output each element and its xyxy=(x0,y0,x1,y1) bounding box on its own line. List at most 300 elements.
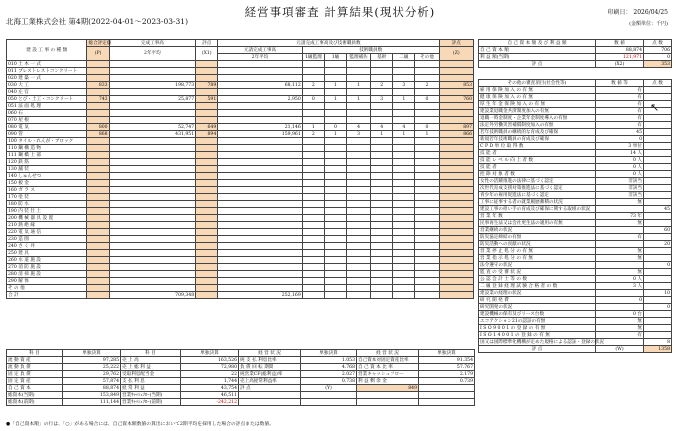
header-completed: 完成工事高 xyxy=(109,40,196,47)
item-score: 1358 xyxy=(644,346,672,353)
x1-value xyxy=(196,103,218,110)
z-value xyxy=(439,236,473,243)
z-value xyxy=(439,208,473,215)
item-score xyxy=(644,150,672,157)
fin-item-label: 負 債 回 転 期間 xyxy=(239,364,301,371)
header-x1-sub: (X1) xyxy=(196,47,218,61)
tech-count xyxy=(302,292,324,299)
fin-item-value: -242,212 xyxy=(181,399,239,406)
tech-count xyxy=(393,229,415,236)
table-row xyxy=(479,87,672,94)
work-type-name: 011 プレストレストコンクリート xyxy=(7,68,87,75)
fin-item-label: 評 点 xyxy=(239,385,301,392)
item-value: 有 xyxy=(596,87,644,94)
tech-count xyxy=(371,159,393,166)
table-row xyxy=(7,89,474,96)
item-label: 防災活動への貢献の状況 xyxy=(479,241,596,248)
completed-value xyxy=(109,271,196,278)
tech-count xyxy=(302,103,324,110)
work-type-name: 230 造 園 xyxy=(7,236,87,243)
item-label: 技 能 者 xyxy=(479,164,596,171)
z-value xyxy=(439,166,473,173)
fin-item-label: 849 xyxy=(357,385,419,392)
table-row xyxy=(479,150,672,157)
header-tech: 技術職員数 xyxy=(302,47,439,54)
x1-value xyxy=(196,89,218,96)
z-value xyxy=(439,145,473,152)
item-value xyxy=(596,241,644,248)
work-type-name: 070 屋 根 xyxy=(7,117,87,124)
item-label: 利 益 額(当期) xyxy=(479,54,596,61)
tech-count xyxy=(324,194,346,201)
total-p-value xyxy=(87,215,109,222)
tech-count: 1 xyxy=(393,131,415,138)
tech-count xyxy=(324,110,346,117)
tech-count xyxy=(393,264,415,271)
tech-count xyxy=(393,271,415,278)
item-label: 公 認 会 計 士 等 の 数 xyxy=(479,276,596,283)
item-value: 88,874 xyxy=(596,47,644,54)
tech-count xyxy=(371,201,393,208)
total-p-value xyxy=(87,187,109,194)
tech-count xyxy=(371,117,393,124)
subcontract-value xyxy=(218,208,303,215)
total-p-value xyxy=(87,89,109,96)
tech-count: 4 xyxy=(347,124,371,131)
tech-count xyxy=(371,215,393,222)
item-label: 建設業の経理の状況 xyxy=(479,290,596,297)
item-label: 建設機械の保有及びリース台数 xyxy=(479,311,596,318)
table-row xyxy=(7,75,474,82)
table-row xyxy=(479,206,672,213)
x1-value xyxy=(196,117,218,124)
fin-item-label: 自 己 資 本 比 率 xyxy=(357,364,419,371)
item-value: 有 xyxy=(596,94,644,101)
work-type-name: 120 鉄 筋 xyxy=(7,159,87,166)
item-label: 研 究 開 発 費 xyxy=(479,297,596,304)
item-score xyxy=(644,129,672,136)
item-value xyxy=(596,262,644,269)
equity-profit-table xyxy=(478,39,672,68)
tech-count: 1 xyxy=(347,82,371,89)
page-title: 経営事項審査 計算結果(現状分析) xyxy=(244,5,436,19)
table-row xyxy=(7,222,474,229)
work-type-name: そ の 他 xyxy=(7,285,87,292)
header-t6: その他 xyxy=(415,54,439,61)
table-row xyxy=(7,285,474,292)
item-label: C P D 単 位 取 得 数 xyxy=(479,143,596,150)
table-row xyxy=(479,157,672,164)
item-label: 自 己 資 本 額 xyxy=(479,47,596,54)
tech-count xyxy=(393,285,415,292)
tech-count xyxy=(302,222,324,229)
z-value xyxy=(439,159,473,166)
tech-count xyxy=(324,68,346,75)
item-label: エコアクション21の認証の有無 xyxy=(479,318,596,325)
fin-item-value: 1,744 xyxy=(181,378,239,385)
tech-count xyxy=(393,236,415,243)
work-type-name: 050 とび・土工・コンクリート xyxy=(7,96,87,103)
tech-count xyxy=(415,208,439,215)
tech-count xyxy=(371,194,393,201)
table-row xyxy=(479,234,672,241)
tech-count xyxy=(347,138,371,145)
total-p-value: 833 xyxy=(87,82,109,89)
fin-item-value: 1.053 xyxy=(301,357,357,364)
item-label: 新規若年技術職員の育成及び確保 xyxy=(479,136,596,143)
tech-count xyxy=(347,201,371,208)
tech-count xyxy=(347,222,371,229)
total-p-value xyxy=(87,229,109,236)
z-value xyxy=(439,292,473,299)
z-value xyxy=(439,278,473,285)
completed-value xyxy=(109,285,196,292)
completed-value xyxy=(109,159,196,166)
tech-count xyxy=(393,89,415,96)
work-type-name: 040 左 官 xyxy=(7,89,87,96)
item-label: 研究開発の状況 xyxy=(479,304,596,311)
header-work-type: 建 設 工 事 の 種 類 xyxy=(7,40,87,61)
tech-count xyxy=(347,215,371,222)
table-row xyxy=(7,278,474,285)
tech-count xyxy=(302,257,324,264)
item-value: 非該当 xyxy=(596,192,644,199)
tech-count xyxy=(347,68,371,75)
fin-item-value: 43,754 xyxy=(181,385,239,392)
table-row xyxy=(7,399,475,406)
tech-count: 0 xyxy=(302,96,324,103)
work-type-name: 合 計 xyxy=(7,292,87,299)
item-score xyxy=(644,325,672,332)
total-p-value xyxy=(87,75,109,82)
tech-count xyxy=(371,103,393,110)
table-row xyxy=(479,269,672,276)
fin-item-label: 売 上 高 xyxy=(121,357,181,364)
fin-item-value: 91.354 xyxy=(419,357,475,364)
tech-count: 1 xyxy=(393,96,415,103)
item-value: (X2) xyxy=(596,61,644,68)
table-row xyxy=(479,227,672,234)
fin-item-label: 固 定 負 債 xyxy=(7,371,63,378)
item-score: 0 xyxy=(644,304,672,311)
fin-item-value: 29,762 xyxy=(63,371,121,378)
work-type-name: 220 電 気 通 信 xyxy=(7,229,87,236)
total-p-value xyxy=(87,145,109,152)
table-row xyxy=(7,250,474,257)
item-label: 技 能 レ ベ ル 向 上 者 数 xyxy=(479,157,596,164)
item-score xyxy=(644,283,672,290)
fin-item-value: 153,849 xyxy=(63,392,121,399)
item-value: 有 xyxy=(596,332,644,339)
item-score: 706 xyxy=(644,47,672,54)
fin-item-value xyxy=(301,399,357,406)
total-p-value xyxy=(87,271,109,278)
item-value: 非該当 xyxy=(596,185,644,192)
item-score xyxy=(644,255,672,262)
fin-item-label: 純営業CF(総利益)率 xyxy=(239,371,301,378)
completed-value xyxy=(109,215,196,222)
table-row xyxy=(7,271,474,278)
subcontract-value xyxy=(218,187,303,194)
fin-item-value: 0.739 xyxy=(419,378,475,385)
fin-item-value: 97,285 xyxy=(63,357,121,364)
tech-count xyxy=(371,236,393,243)
tech-count xyxy=(371,271,393,278)
item-label: 営 業 指 示 処 分 の 有 無 xyxy=(479,255,596,262)
subcontract-value xyxy=(218,236,303,243)
completed-value: 431,951 xyxy=(109,131,196,138)
item-label: 監 査 の 受 審 状 況 xyxy=(479,269,596,276)
tech-count xyxy=(324,159,346,166)
tech-count xyxy=(324,166,346,173)
item-score: 0 xyxy=(644,262,672,269)
total-p-value xyxy=(87,152,109,159)
table-row xyxy=(479,143,672,150)
header-subcontract: 元請完成工事高及び技術職員数 xyxy=(218,40,439,47)
item-label: 厚 生 年 金 保 険 加 入 の 有 無 xyxy=(479,101,596,108)
table-row xyxy=(479,199,672,206)
item-score: 20 xyxy=(644,241,672,248)
table-row xyxy=(479,304,672,311)
table-row xyxy=(7,61,474,68)
item-value xyxy=(596,206,644,213)
tech-count: 0 xyxy=(324,124,346,131)
total-p-value xyxy=(87,61,109,68)
item-label: 評 点 xyxy=(479,61,596,68)
x1-value xyxy=(196,236,218,243)
tech-count xyxy=(393,138,415,145)
tech-count xyxy=(393,187,415,194)
item-score xyxy=(644,136,672,143)
table-row xyxy=(7,371,475,378)
z-value xyxy=(439,250,473,257)
item-label: 国又は国際標準化機構が定めた規格による認証・登録の状況 xyxy=(480,339,605,345)
item-value: 45 xyxy=(596,129,644,136)
subcontract-value xyxy=(218,180,303,187)
header-t5: 二級 xyxy=(393,54,415,61)
tech-count xyxy=(371,285,393,292)
tech-count xyxy=(415,166,439,173)
completed-value xyxy=(109,229,196,236)
x1-value xyxy=(196,292,218,299)
subcontract-value xyxy=(218,243,303,250)
completed-value xyxy=(109,110,196,117)
table-row xyxy=(479,101,672,108)
table-row xyxy=(7,236,474,243)
tech-count xyxy=(324,103,346,110)
total-p-value xyxy=(87,208,109,215)
tech-count xyxy=(324,145,346,152)
x1-value xyxy=(196,222,218,229)
completed-value: 198,773 xyxy=(109,82,196,89)
table-row xyxy=(479,136,672,143)
tech-count xyxy=(302,194,324,201)
fin-item-label xyxy=(357,399,419,406)
x1-value xyxy=(196,166,218,173)
subcontract-value xyxy=(218,278,303,285)
table-row xyxy=(479,255,672,262)
item-label: 技 能 者 xyxy=(479,150,596,157)
table-row xyxy=(7,138,474,145)
item-score xyxy=(644,332,672,339)
table-row xyxy=(479,276,672,283)
item-score xyxy=(644,143,672,150)
item-label: 営業継続の状況 xyxy=(479,227,596,234)
work-type-name: 200 機 械 器 具 設 置 xyxy=(7,215,87,222)
tech-count xyxy=(393,152,415,159)
work-type-name: 170 塗 装 xyxy=(7,194,87,201)
tech-count xyxy=(415,236,439,243)
completed-value xyxy=(109,75,196,82)
item-value: 有 xyxy=(596,108,644,115)
tech-count xyxy=(347,236,371,243)
item-value: 有 xyxy=(596,234,644,241)
item-score: 0 xyxy=(644,54,672,61)
item-score xyxy=(644,199,672,206)
item-value: 無 xyxy=(596,248,644,255)
completed-value: 25,877 xyxy=(109,96,196,103)
z-value xyxy=(439,194,473,201)
completed-value xyxy=(109,257,196,264)
item-score: 60 xyxy=(644,227,672,234)
x1-value xyxy=(196,173,218,180)
mouse-cursor-icon: ↖ xyxy=(650,101,660,114)
tech-count xyxy=(393,145,415,152)
tech-count xyxy=(347,152,371,159)
item-score xyxy=(644,220,672,227)
x1-value xyxy=(196,201,218,208)
tech-count: 0 xyxy=(415,124,439,131)
item-score: 8 xyxy=(644,339,672,346)
fin-item-value: 0.738 xyxy=(301,378,357,385)
fin-header-item2: 科 目 xyxy=(121,350,181,357)
subcontract-value xyxy=(218,201,303,208)
item-value: 121,971 xyxy=(596,54,644,61)
table-row xyxy=(7,187,474,194)
item-value: 無 xyxy=(596,220,644,227)
item-value: (W) xyxy=(596,346,644,353)
z-value xyxy=(439,152,473,159)
table-row xyxy=(479,311,672,318)
print-date: 印刷日： 2026/04/25 xyxy=(607,9,668,16)
tech-count xyxy=(347,145,371,152)
item-score: 10 xyxy=(644,290,672,297)
header-t3: 監理補佐 xyxy=(347,54,371,61)
item-value: 0 xyxy=(596,297,644,304)
tech-count xyxy=(371,89,393,96)
x1-value xyxy=(196,243,218,250)
tech-count: 3 xyxy=(347,131,371,138)
tech-count xyxy=(324,271,346,278)
work-type-name: 250 建 具 xyxy=(7,250,87,257)
header-t4: 基幹 xyxy=(371,54,393,61)
r1-header-value: 数 値 xyxy=(596,40,644,47)
completed-value xyxy=(109,68,196,75)
tech-count xyxy=(393,166,415,173)
item-value: 3 人 xyxy=(596,283,644,290)
z-value: 897 xyxy=(439,124,473,131)
item-value: 3 単位 xyxy=(596,143,644,150)
total-p-value xyxy=(87,138,109,145)
x1-value xyxy=(196,208,218,215)
x1-value xyxy=(196,180,218,187)
z-value xyxy=(439,222,473,229)
work-type-name: 051 法 面 処 理 xyxy=(7,103,87,110)
x1-value: 649 xyxy=(196,124,218,131)
table-row xyxy=(7,68,474,75)
tech-count xyxy=(393,215,415,222)
table-row xyxy=(479,248,672,255)
tech-count xyxy=(371,264,393,271)
completed-value xyxy=(109,145,196,152)
fin-item-value: 2.179 xyxy=(419,371,475,378)
tech-count xyxy=(302,229,324,236)
subcontract-value xyxy=(218,166,303,173)
tech-count xyxy=(371,61,393,68)
tech-count xyxy=(393,250,415,257)
x1-value xyxy=(196,68,218,75)
work-type-name: 270 消 防 施 設 xyxy=(7,264,87,271)
total-p-value: 743 xyxy=(87,96,109,103)
tech-count xyxy=(393,117,415,124)
total-p-value xyxy=(87,236,109,243)
total-p-value xyxy=(87,103,109,110)
tech-count xyxy=(393,201,415,208)
tech-count xyxy=(347,110,371,117)
subcontract-value: 2,950 xyxy=(218,96,303,103)
item-score xyxy=(644,115,672,122)
item-label: 建設業退職金共済制度加入の有無 xyxy=(479,108,596,115)
tech-count xyxy=(347,159,371,166)
tech-count xyxy=(415,180,439,187)
x1-value xyxy=(196,257,218,264)
tech-count xyxy=(415,292,439,299)
tech-count: 3 xyxy=(393,82,415,89)
subcontract-value xyxy=(218,117,303,124)
header-x1: 評点 xyxy=(196,40,218,47)
completed-value xyxy=(109,208,196,215)
tech-count xyxy=(324,236,346,243)
item-value xyxy=(596,304,644,311)
x1-value xyxy=(196,285,218,292)
item-score xyxy=(644,171,672,178)
tech-count xyxy=(302,215,324,222)
completed-value xyxy=(109,187,196,194)
subcontract-value xyxy=(218,173,303,180)
tech-count xyxy=(347,187,371,194)
total-p-value: 868 xyxy=(87,131,109,138)
tech-count xyxy=(324,61,346,68)
subcontract-value: 68,112 xyxy=(218,82,303,89)
tech-count xyxy=(371,208,393,215)
table-row xyxy=(479,94,672,101)
x1-value xyxy=(196,145,218,152)
x1-value xyxy=(196,61,218,68)
tech-count xyxy=(324,208,346,215)
table-row xyxy=(7,145,474,152)
completed-value xyxy=(109,166,196,173)
item-value: 14 人 xyxy=(596,150,644,157)
fin-item-label: 売上高経常利益率 xyxy=(239,378,301,385)
item-label: 控 除 対 象 者 数 xyxy=(479,171,596,178)
z-value xyxy=(439,180,473,187)
completed-value: 709,348 xyxy=(109,292,196,299)
completed-value xyxy=(109,152,196,159)
work-type-name: 130 舗 装 xyxy=(7,166,87,173)
fin-item-label: 利 益 剰 余 金 xyxy=(357,378,419,385)
item-score: 45 xyxy=(644,206,672,213)
tech-count xyxy=(302,250,324,257)
